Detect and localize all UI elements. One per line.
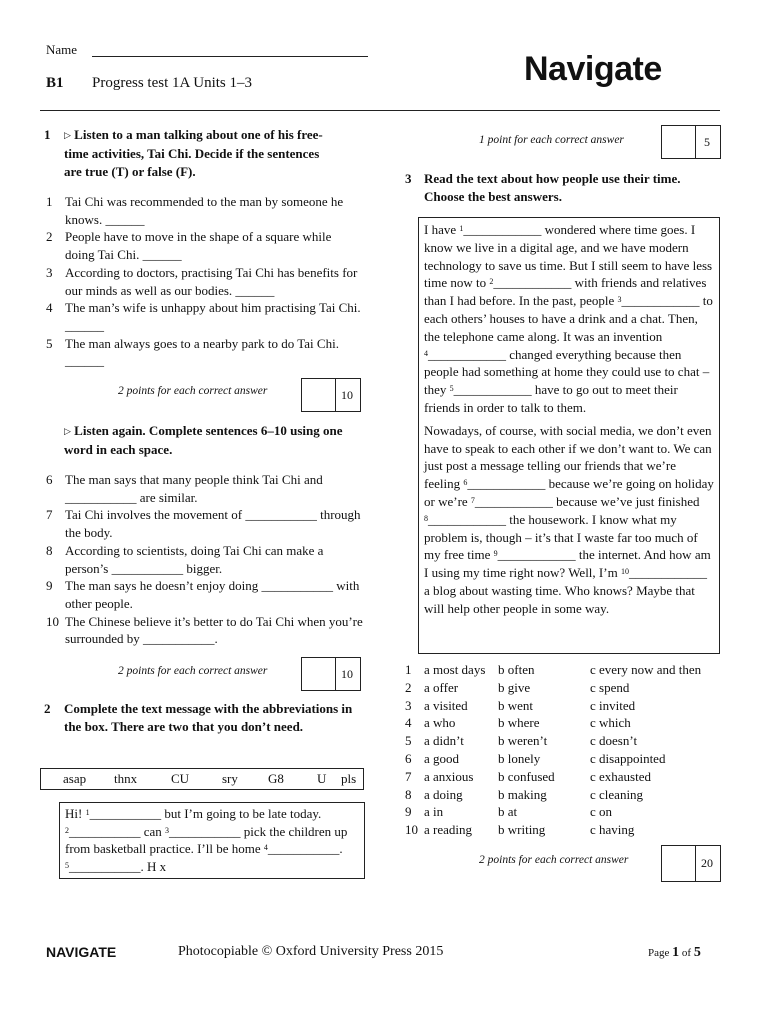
header-divider [40,110,720,111]
option-row: 4 a who b where c which [405,715,631,731]
option-row: 10 a reading b writing c having [405,822,635,838]
brand-logo: Navigate [524,50,662,88]
list-item: 1 Tai Chi was recommended to the man by someone he knows. ______ [46,194,344,227]
option-c[interactable]: c disappointed [590,750,666,766]
option-row: 2 a offer b give c spend [405,679,630,695]
q1-items-list [46,193,364,370]
option-a[interactable]: a offer [424,679,459,695]
points-label: 2 points for each correct answer [118,385,268,397]
list-item: 9 The man says he doesn’t enjoy doing ___________ with other people. [46,578,360,611]
option-c[interactable]: c invited [590,697,636,713]
gap-number: 5 [449,384,454,394]
list-item: 10 The Chinese believe it’s better to do Tai Chi when you’re surrounded by ___________. [46,613,363,647]
score-entry[interactable] [662,126,696,158]
abbreviation: CU [171,771,190,786]
option-b[interactable]: b where [498,715,540,731]
option-b[interactable]: b often [498,662,535,677]
reading-text: ____________ wondered where time goes. I know we live in a digital age, and we have modern technology to save us time. But I still seem to have less time now to [424,222,713,291]
option-row: 5 a didn’t b weren’t c doesn’t [405,733,638,749]
q3-instruction: Read the text about how people use their time. Choose the best answers. [424,171,681,204]
option-c[interactable]: c having [590,822,635,838]
q2-instruction: Complete the text message with the abbreviations in the box. There are two that you don’t need. [64,701,353,734]
points-label: 1 point for each correct answer [479,134,624,146]
option-a[interactable]: a doing [424,786,463,802]
points-label: 2 points for each correct answer [118,665,268,677]
reading-text: ____________ a blog about wasting time. Who knows? Maybe that will help other people in some way. [424,565,707,616]
gap-number: 9 [493,549,498,559]
abbreviation: U [317,771,327,786]
gap-number: 10 [620,567,629,577]
list-item: 6 The man says that many people think Tai Chi and ___________ are similar. [46,472,323,505]
option-a[interactable]: a most days [424,662,486,677]
text-message-box: Hi! $^1$___________ but I’m going to be late today. $^2$___________ can $^3$___________ pick the children up from basketball practice. I’ll be home $^4$___________. $^5$___________. H x [59,802,365,879]
score-box [301,657,361,691]
name-field-line[interactable] [92,56,368,57]
option-a[interactable]: a didn’t [424,733,464,749]
q1-items2-list [46,471,364,648]
score-box [661,845,721,882]
option-b[interactable]: b making [498,786,547,802]
score-box [301,378,361,412]
abbreviation: asap [63,771,87,786]
reading-paragraph-1 [424,221,714,417]
option-b[interactable]: b weren’t [498,733,548,749]
option-b[interactable]: b give [498,679,531,695]
option-row: 1 a most days b often c every now and then [405,662,702,677]
reading-paragraph-2 [424,422,714,618]
abbreviation: G8 [268,771,284,786]
option-c[interactable]: c doesn’t [590,733,638,749]
option-a[interactable]: a in [424,804,444,820]
footer-page-number: Page 1 of 5 [648,945,701,960]
reading-text: ____________ the internet. And how am I using my time right now? Well, I’m [424,547,711,581]
reading-text: ____________ have to go out to meet their friends in order to talk to them. [424,382,678,415]
list-item: 3 According to doctors, practising Tai Chi has benefits for our minds as well as our bodies. ______ [46,264,358,298]
score-entry[interactable] [662,846,696,881]
option-c[interactable]: c cleaning [590,786,644,802]
option-a[interactable]: a good [424,750,460,766]
reading-text: ____________ changed everything because then people had something at home they could use to chat – they [424,346,710,398]
name-label: Name [46,42,78,57]
option-row: 8 a doing b making c cleaning [405,786,644,802]
level-label: B1 [46,75,64,91]
option-c[interactable]: c every now and then [590,662,702,677]
score-entry[interactable] [302,379,336,411]
test-title: Progress test 1A Units 1–3 [92,75,253,91]
abbreviation: thnx [114,771,138,786]
list-item: 7 Tai Chi involves the movement of ___________ through the body. [46,507,361,541]
reading-text: ____________ because we’re going on holiday or we’re [424,476,714,509]
list-item: 8 According to scientists, doing Tai Chi can make a person’s ___________ bigger. [46,542,324,576]
score-total: 5 [704,135,710,149]
gap-number: 7 [470,495,475,505]
gap-number: 1 [459,224,464,233]
option-row: 3 a visited b went c invited [405,697,636,713]
abbreviation: sry [222,771,238,786]
q2-number: 2 [44,701,51,716]
option-a[interactable]: a reading [424,822,473,838]
q1-instruction-2: ▷ Listen again. Complete sentences 6–10 using one word in each space. [64,423,343,457]
score-total: 10 [341,667,353,681]
reading-text: ____________ because we’ve just finished [474,493,700,509]
abbreviation-box [40,768,364,790]
score-total: 10 [341,388,353,402]
reading-text: ____________ the housework. I know what my problem is, though – it’s that I waste far too much of my free time [424,511,698,563]
option-c[interactable]: c spend [590,679,630,695]
reading-text: Nowadays, of course, with social media, we don’t even have to speak to each other if we don’t want to. We can just post a message telling our friends that we’re feeling [424,422,712,492]
audio-icon: ▷ [64,426,71,436]
option-row: 7 a anxious b confused c exhausted [405,768,652,784]
reading-text-box [418,217,720,654]
option-row: 9 a in b at c on [405,804,613,820]
gap-number: 3 [617,295,622,305]
option-c[interactable]: c exhausted [590,768,652,784]
reading-text: ____________ to each others’ houses to have a drink and a chat. Then, the telephone came along. It was an invention [424,293,713,344]
abbreviation: pls [341,771,357,786]
option-a[interactable]: a visited [424,697,468,713]
option-b[interactable]: b writing [498,822,546,838]
gap-number: 6 [463,478,468,488]
option-c[interactable]: c on [590,804,613,820]
audio-icon: ▷ [64,130,71,140]
option-c[interactable]: c which [590,715,631,731]
q3-number: 3 [405,171,412,186]
option-b[interactable]: b at [498,804,518,820]
gap-number: 8 [424,513,428,523]
list-item: 2 People have to move in the shape of a square while doing Tai Chi. ______ [46,229,332,263]
score-entry[interactable] [302,658,336,690]
reading-text: ____________ with friends and relatives than I had before. In the past, people [424,275,707,309]
q1-number: 1 [44,127,51,142]
option-a[interactable]: a anxious [424,768,474,784]
score-box [661,125,721,159]
answer-options [405,661,725,839]
list-item: 5 The man always goes to a nearby park to do Tai Chi. ______ [46,335,339,369]
option-row: 6 a good b lonely c disappointed [405,750,666,766]
q1-instruction: ▷ Listen to a man talking about one of his free-time activities, Tai Chi. Decide if the sentences are true (T) or false (F). [64,127,323,179]
footer-brand: NAVIGATE [46,944,117,960]
list-item: 4 The man’s wife is unhappy about him practising Tai Chi. ______ [46,300,361,333]
option-b[interactable]: b went [498,697,534,713]
gap-number: 2 [489,277,494,287]
gap-number: 4 [424,348,428,358]
option-a[interactable]: a who [424,715,456,731]
points-label: 2 points for each correct answer [479,854,629,866]
option-b[interactable]: b lonely [498,750,541,766]
footer-copyright: Photocopiable © Oxford University Press 2015 [178,944,444,959]
reading-text: I have [424,222,460,237]
option-b[interactable]: b confused [498,768,555,784]
score-total: 20 [701,856,713,870]
